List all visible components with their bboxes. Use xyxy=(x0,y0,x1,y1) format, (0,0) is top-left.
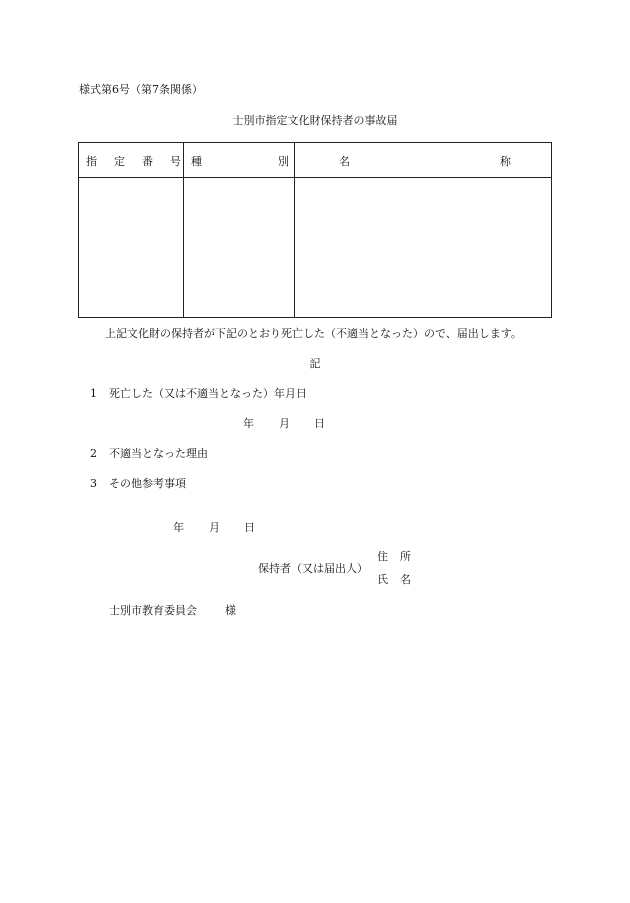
ki-heading: 記 xyxy=(309,357,321,370)
header-name: 名 称 xyxy=(295,143,552,178)
date-month-label: 月 xyxy=(279,417,290,430)
address-label-2: 所 xyxy=(400,550,411,563)
cell-category[interactable] xyxy=(184,178,295,318)
item-number-2: 2 xyxy=(90,447,97,460)
item-text-2: 不適当となった理由 xyxy=(109,447,208,460)
item-text-3: その他参考事項 xyxy=(109,477,186,490)
registration-table xyxy=(78,142,552,318)
item-number-3: 3 xyxy=(90,477,97,490)
submission-month-label: 月 xyxy=(209,521,220,534)
document-title: 士別市指定文化財保持者の事故届 xyxy=(232,114,398,127)
header-designation-number: 指 定 番 号 xyxy=(79,143,184,178)
name-label-1: 氏 xyxy=(377,573,388,586)
submission-year-label: 年 xyxy=(173,521,184,534)
recipient-name: 士別市教育委員会 xyxy=(109,604,197,617)
name-label-2: 名 xyxy=(400,573,411,586)
item-text-1: 死亡した（又は不適当となった）年月日 xyxy=(109,387,307,400)
cell-name[interactable] xyxy=(295,178,552,318)
header-category: 種 別 xyxy=(184,143,295,178)
notice-text: 上記文化財の保持者が下記のとおり死亡した（不適当となった）ので、届出します。 xyxy=(105,327,522,340)
item-number-1: 1 xyxy=(90,387,97,400)
date-year-label: 年 xyxy=(243,417,254,430)
holder-label: 保持者（又は届出人） xyxy=(258,562,368,575)
recipient-honorific: 様 xyxy=(225,604,236,617)
address-label-1: 住 xyxy=(377,550,388,563)
cell-designation-number[interactable] xyxy=(79,178,184,318)
submission-day-label: 日 xyxy=(244,521,255,534)
form-number: 様式第6号（第7条関係） xyxy=(79,83,203,96)
date-day-label: 日 xyxy=(314,417,325,430)
